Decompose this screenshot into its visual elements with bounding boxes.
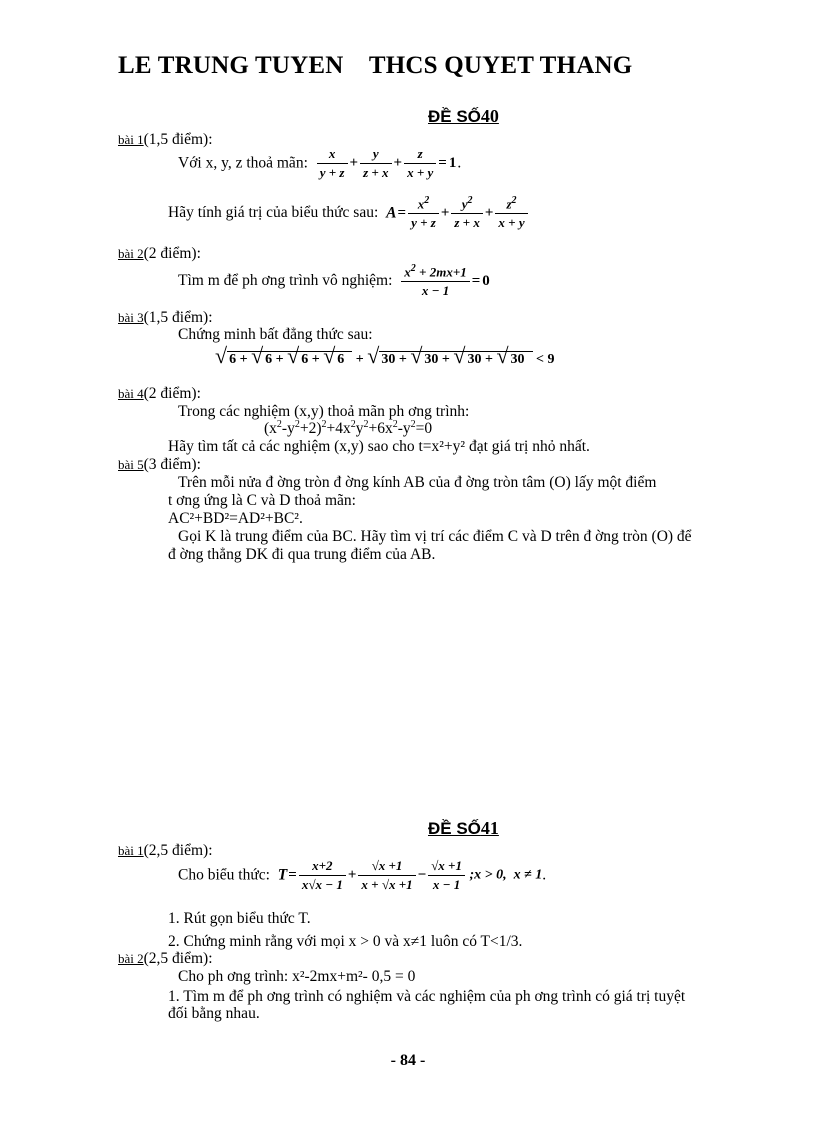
exam-40-q4-heading: bài 4(2 điểm): [118, 385, 201, 402]
formula-a: A= $\frac{x^2}{y + z}$ + $\frac{y^2}{z + x}$ + $\frac{z^2}{x + y}$ [386, 204, 528, 221]
exam-40-q5-line5: đ ờng thẳng DK đi qua trung điểm của AB. [168, 546, 436, 563]
exam-40-q1-given: Với x, y, z thoả mãn: $\frac{x}{y + z}$ + $\frac{y}{z + x}$ + $\frac{z}{x + y}$ = 1. [178, 146, 462, 180]
exam-40-q1-heading: bài 1(1,5 điểm): [118, 131, 213, 148]
exam-40-q5-line4: Gọi K là trung điểm của BC. Hãy tìm vị trí các điểm C và D trên đ ờng tròn (O) để [178, 528, 692, 545]
exam-41-q2-line2: 1. Tìm m để ph ơng trình có nghiệm và các nghiệm của ph ơng trình có giá trị tuyệt [168, 988, 686, 1005]
exam-40-q3-task: Chứng minh bất đẳng thức sau: [178, 326, 373, 343]
exam-40-q5-line3: AC²+BD²=AD²+BC². [168, 510, 303, 527]
exam-40-q4-line1: Trong các nghiệm (x,y) thoả mãn ph ơng trình: [178, 403, 470, 420]
exam-41-q2-heading: bài 2(2,5 điểm): [118, 950, 213, 967]
exam-40-q5-heading: bài 5(3 điểm): [118, 456, 201, 473]
formula-t: T= $\frac{x+2}{x√x - 1}$ + $\frac{√x +1}{x + √x +1}$ − $\frac{√x +1}{x - 1}$ ;x > 0, x ≠ 1. [277, 858, 547, 892]
page-number: - 84 - [390, 1052, 426, 1069]
exam-40-q5-line2: t ơng ứng là C và D thoả mãn: [168, 492, 356, 509]
formula-q3: √ 6 + √ 6 + √ 6 + √ 6 + √ 30 + √ 30 + √ 30 + √ 30 < 9 [215, 343, 555, 368]
exam-41-q2-line1: Cho ph ơng trình: x²-2mx+m²- 0,5 = 0 [178, 968, 416, 985]
exam-40-q5-line1: Trên mỗi nửa đ ờng tròn đ ờng kính AB của đ ờng tròn tâm (O) lấy một điểm [178, 474, 657, 491]
exam-40-title: ĐỀ SỐ40 [428, 106, 499, 126]
exam-40-q1-task: Hãy tính giá trị của biểu thức sau: A= $\frac{x^2}{y + z}$ + $\frac{y^2}{z + x}$ + $\frac{z^2}{x + y}$ [168, 195, 529, 231]
exam-41-q1-item1: 1. Rút gọn biểu thức T. [168, 910, 311, 927]
formula-q4: $(x^2-y^2+2)^2+4x^2y^2+6x^2-y^2=0$ [264, 419, 433, 438]
exam-40-q4-line3: Hãy tìm tất cả các nghiệm (x,y) sao cho t=x²+y² đạt giá trị nhỏ nhất. [168, 438, 590, 455]
page-header: LE TRUNG TUYEN THCS QUYET THANG [118, 52, 633, 79]
exam-40-q2-task: Tìm m để ph ơng trình vô nghiệm: $\frac{x^2 + 2mx+1}{x - 1}$ = 0 [178, 263, 490, 299]
exam-41-q1-item2: 2. Chứng minh rằng với mọi x > 0 và x≠1 luôn có T<1/3. [168, 933, 523, 950]
formula-q2: $\frac{x^2 + 2mx+1}{x - 1}$ = 0 [400, 272, 491, 289]
exam-40-q2-heading: bài 2(2 điểm): [118, 245, 201, 262]
exam-40-q3-heading: bài 3(1,5 điểm): [118, 309, 213, 326]
exam-41-q2-line3: đối bằng nhau. [168, 1005, 260, 1022]
formula-condition: $\frac{x}{y + z}$ + $\frac{y}{z + x}$ + $\frac{z}{x + y}$ = 1. [316, 154, 461, 171]
exam-41-q1-given: Cho biểu thức: T= $\frac{x+2}{x√x - 1}$ + $\frac{√x +1}{x + √x +1}$ − $\frac{√x +1}{x - 1}$ ;x > 0, x ≠ 1. [178, 858, 547, 892]
exam-41-title: ĐỀ SỐ41 [428, 818, 499, 838]
exam-41-q1-heading: bài 1(2,5 điểm): [118, 842, 213, 859]
